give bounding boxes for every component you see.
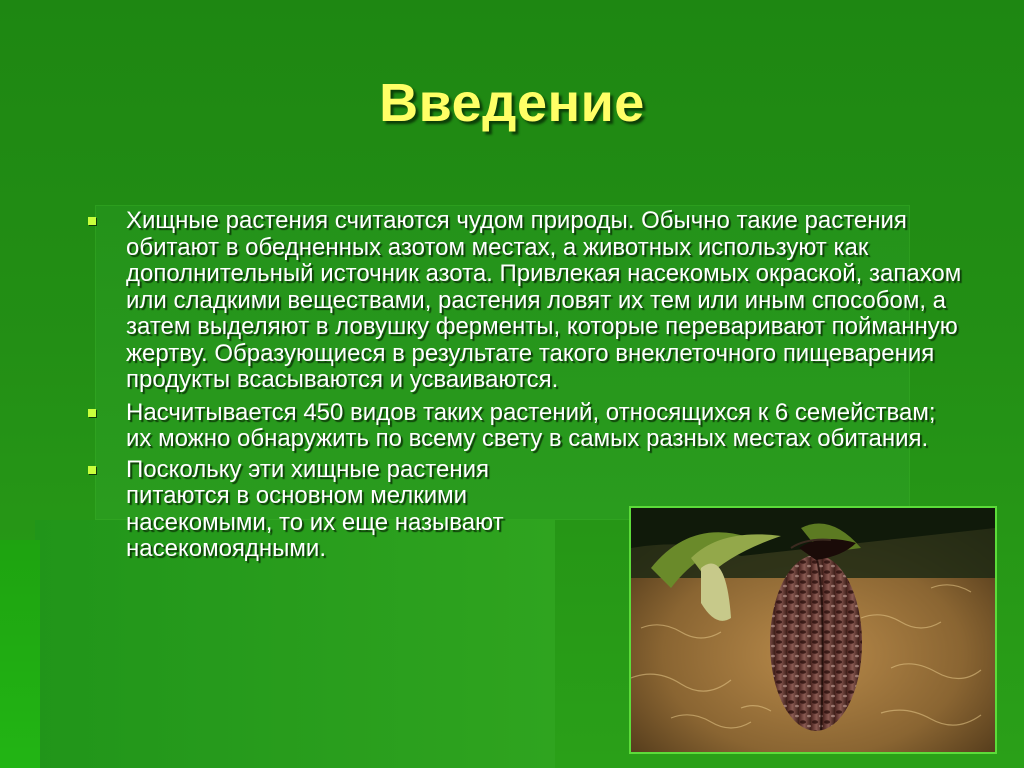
bullet-text: Насчитывается 450 видов таких растений, относящихся к 6 семействам; их можно обнаружить по всему свету в самых разных местах обитания.	[126, 398, 936, 452]
bullet-marker-icon	[88, 409, 96, 417]
slide-title: Введение	[379, 73, 645, 133]
bullet-marker-icon	[88, 217, 96, 225]
pitcher-plant-photo	[629, 506, 997, 754]
bullet-item	[86, 208, 966, 394]
bullet-item	[86, 400, 966, 453]
background-strip	[0, 540, 40, 768]
bullet-text: Поскольку эти хищные растения питаются в основном мелкими насекомыми, то их еще называют насекомоядными.	[126, 455, 504, 562]
bullet-marker-icon	[88, 466, 96, 474]
bullet-item	[86, 457, 586, 563]
bullet-text: Хищные растения считаются чудом природы. Обычно такие растения обитают в обедненных азотом местах, а животных используют как дополнительный источник азота. Привлекая насекомых окраской, запахом или сладкими веществами, растения ловят их тем или иным способом, а затем выделяют в ловушку ферменты, которые переваривают пойманную жертву. Образующиеся в результате такого внеклеточного пищеварения продукты всасываются и усваиваются.	[126, 207, 962, 393]
